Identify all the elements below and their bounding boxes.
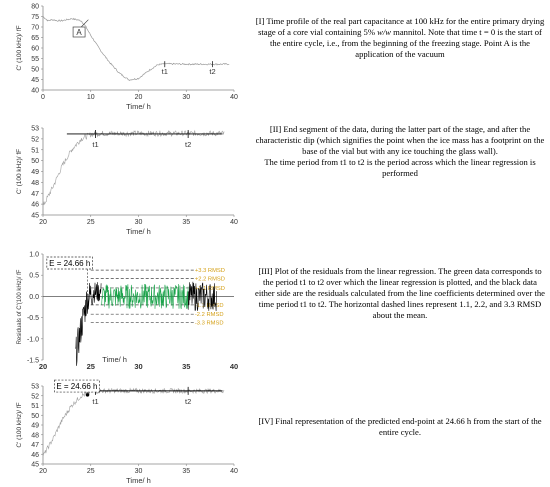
y-tick-label: 65 [31,35,39,42]
x-tick-label: 40 [230,219,238,226]
rmsd-label-p22: +2.2 RMSD [194,276,225,283]
x-tick-label: 35 [182,362,191,371]
x-tick-label: 20 [39,219,47,226]
y-tick-label: 47 [31,190,39,198]
t1-label: t1 [92,396,99,406]
y-tick-label: 51 [31,403,39,410]
x-axis-label: Time/ h [126,227,151,236]
series-line [43,17,229,81]
y-tick-label: 46 [31,201,39,209]
caption-2-text-a: [II] End segment of the data, during the latter part of the stage, and after the characteristic dip (which signifies the point when the ice mass has a footprint on the base of the vial but with any ice touching the glass wall). [255,124,545,156]
t1-label: t1 [161,67,168,77]
y-tick-label: 45 [31,77,39,84]
x-tick-label: 40 [230,94,238,101]
y-tick-label: 50 [31,66,39,74]
series-line [43,389,224,458]
caption-panel-4 [255,416,545,438]
caption-1-text-a: [I] Time profile of the real part capacitance at 100 kHz for the entire primary drying stage of a core vial containing 5% [255,16,545,37]
x-tick-label: 30 [182,94,191,101]
x-tick-label: 30 [134,362,143,371]
y-tick-label: 60 [31,45,39,53]
x-tick-label: 25 [86,362,95,371]
y-tick-label: 52 [31,136,39,144]
residuals-before-t1 [76,282,102,366]
y-tick-label: 80 [31,3,39,11]
y-tick-label: 70 [31,24,39,32]
caption-4-text: [IV] Final representation of the predicted end-point at 24.66 h from the start of the entire cycle. [258,416,542,437]
x-tick-label: 10 [86,94,95,101]
point-a-label: A [76,28,82,37]
end-point-label: E = 24.66 h [49,258,91,268]
y-tick-label: 49 [31,169,39,176]
chart-panel-4 [0,378,250,487]
end-point-label: E = 24.66 h [56,382,98,392]
caption-1-text-italic: w/w [377,27,391,37]
x-tick-label: 20 [39,468,47,475]
y-tick-label: 46 [31,451,39,459]
x-tick-label: 25 [86,219,95,226]
y-tick-label: 75 [31,14,39,21]
y-tick-label: 0.5 [29,272,39,280]
y-tick-label: 40 [31,87,39,95]
y-axis-label: C' (100 kHz)/ fF [16,25,23,71]
y-tick-label: -1.0 [26,336,39,344]
rmsd-label-m11: -1.1 RMSD [194,302,224,309]
y-tick-label: 48 [31,432,39,440]
series-line [43,131,224,205]
x-tick-label: 35 [182,219,191,226]
y-tick-label: 47 [31,442,39,449]
caption-panel-3 [255,266,545,321]
y-tick-label: 53 [31,125,39,133]
x-tick-label: 25 [86,468,95,475]
t2-label: t2 [185,139,192,149]
y-tick-label: 50 [31,412,39,420]
x-tick-label: 20 [134,94,143,101]
x-tick-label: 30 [134,219,143,226]
chart-panel-3 [0,242,250,377]
rmsd-label-m33: -3.3 RMSD [194,320,224,327]
x-tick-label: 20 [38,362,48,371]
y-tick-label: -0.5 [26,315,39,323]
rmsd-label-p33: +3.3 RMSD [194,268,225,275]
y-tick-label: 49 [31,422,39,430]
y-tick-label: 52 [31,393,39,401]
y-tick-label: -1.5 [26,357,39,365]
y-tick-label: 48 [31,179,39,187]
y-tick-label: 45 [31,461,39,469]
y-tick-label: 51 [31,147,39,155]
y-tick-label: 1.0 [29,251,39,259]
y-axis-label: C' (100 kHz)/ fF [16,402,23,448]
x-tick-label: 40 [230,468,238,475]
caption-panel-1 [255,16,545,60]
chart-panel-2 [0,118,250,238]
t2-label: t2 [209,67,216,77]
y-tick-label: 55 [31,56,39,63]
y-axis-label: C' (100 kHz)/ fF [16,148,23,195]
y-tick-label: 53 [31,383,39,391]
t1-label: t1 [92,139,99,149]
x-tick-label: 35 [182,468,191,475]
rmsd-label-m22: -2.2 RMSD [194,312,224,319]
caption-2-text-b: The time period from t1 to t2 is the period across which the linear regression is performed [264,157,536,178]
y-axis-label: Residuals of C'(100 kHz)/ fF [17,269,23,345]
caption-3-text: [III] Plot of the residuals from the linear regression. The green data corresponds to the period t1 to t2 over which the linear regression is plotted, and the black data either side are the residuals calculated from the line coefficients determined over the time period t1 to t2. The horizontal dashed lines represent 1.1, 2.2, and 3.3 RMSD about the mean. [255,266,545,320]
rmsd-label-p11: +1.1 RMSD [194,285,225,292]
y-tick-label: 50 [31,158,39,166]
chart-panel-1 [0,0,250,110]
x-tick-label: 0 [41,94,45,101]
caption-panel-2 [255,124,545,179]
x-axis-label: Time/ h [126,102,151,110]
caption-1-text-b: mannitol. Note that time t = 0 is the start of the entire cycle, i.e., from the beginning of the freezing stage. Point A is the application of the vacuum [270,27,542,59]
y-tick-label: 0.0 [29,293,39,301]
x-tick-label: 40 [229,362,239,371]
x-axis-label: Time/ h [102,355,127,364]
y-tick-label: 45 [31,212,39,220]
x-axis-label: Time/ h [126,476,151,485]
t2-label: t2 [185,396,192,406]
x-tick-label: 30 [134,468,143,475]
